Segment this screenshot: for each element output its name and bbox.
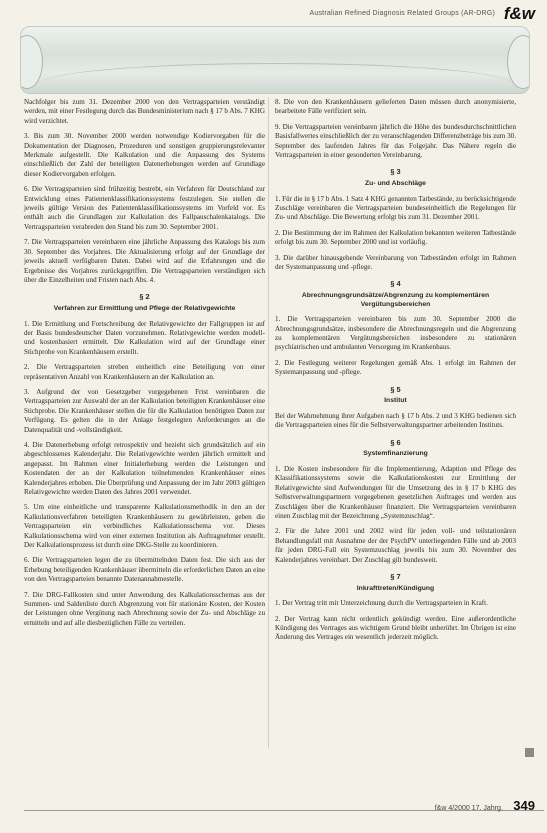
- section-heading-7: [275, 573, 516, 593]
- paragraph: Nachfolger bis zum 31. Dezember 2000 von den Vertragsparteien verständigt werden, mit einer Festlegung durch das Bundesministerium nach § 17 b Abs. 7 KHG wird verzichtet.: [24, 98, 265, 125]
- running-head-title: Australian Refined Diagnosis Related Groups (AR-DRG): [309, 10, 495, 17]
- section-number: § 7: [390, 571, 401, 581]
- column-divider: [268, 98, 269, 748]
- paragraph: 2. Die Bestimmung der im Rahmen der Kalkulation bekannten weiteren Tatbestände erfolgt bis zum 30. September 2000 und ist vorläufig.: [275, 228, 516, 247]
- section-heading-5: [275, 386, 516, 406]
- section-number: § 5: [390, 384, 401, 394]
- paragraph: 2. Für die Jahre 2001 und 2002 wird für jeden voll- und teilstationären Behandlungsfall mit Ausnahme der der PsychPV unterliegenden Fälle und ab 2003 für jeden DRG-Fall ein Systemzuschlag jeweils bis zum 30. November des Kalenderjahres vereinbart. Der Zuschlag gilt bundesweit.: [275, 527, 516, 564]
- paragraph: 2. Die Vertragsparteien streben einheitlich eine Beteiligung von einer repräsentativen Anzahl von Krankenhäusern an der Kalkulation an.: [24, 363, 265, 381]
- issue-info: f&w 4/2000 17. Jahrg.: [434, 805, 503, 812]
- paragraph: 7. Die DRG-Fallkosten sind unter Anwendung des Kalkulationsschemas aus der Summen- und Saldenliste durch Abgrenzung von für stationäre Kosten, der Kosten der Leistungen ohne Vergütung nach Abrechnung sowie der Zu- und Abschläge zu ermitteln und auf alle diesbezüglichen Fälle zu verteilen.: [24, 590, 265, 627]
- paragraph: 2. Der Vertrag kann nicht ordentlich gekündigt werden. Eine außerordentliche Kündigung des Vertrages aus wichtigem Grund bleibt unberührt. Im Übrigen ist eine Änderung des Vertrages ein wesentlich jederzeit möglich.: [275, 614, 516, 642]
- paragraph: 3. Aufgrund der von Gesetzgeber vorgegebenen Frist vereinbaren die Vertragsparteien zur Auswahl der an der Kalkulation beteiligten Krankenhäuser eine Stichprobe. Die Krankenhäuser stellen die für die Kalkulation benötigten Daten zur Verfügung. Es gelten die in der Anlage festgelegten Anforderungen an die Datenqualität und -vollständigkeit.: [24, 387, 265, 434]
- section-title: Systemfinanzierung: [363, 450, 428, 458]
- section-number: § 4: [390, 279, 401, 289]
- journal-logo: f&w: [503, 4, 535, 23]
- paragraph: 3. Bis zum 30. November 2000 werden notwendige Kodiervorgaben für die Dokumentation der Diagnosen, Prozeduren und sonstigen gruppierungsrelevanter Merkmale aufgestellt. Die Kalkulation und die Anpassung des Systems einschließlich der Zahl der beteiligten Datenerhebungen werden auf Grundlage dieser Kodiervorgaben erfolgen.: [24, 132, 265, 178]
- page-number: 349: [513, 798, 535, 813]
- paragraph: 6. Die Vertragsparteien legen die zu übermittelnden Daten fest. Die sich aus der Erhebung beteiligenden Krankenhäuser übermitteln die erforderlichen Daten an eine von den Vertragsparteien benannte Datenannahmestelle.: [24, 556, 265, 584]
- section-heading-4: [275, 280, 516, 309]
- section-title: Abrechnungsgrundsätze/Abgrenzung zu komplementären Vergütungsbereichen: [301, 292, 490, 308]
- page-footer: [435, 797, 535, 815]
- left-column: [24, 98, 265, 634]
- paragraph: 9. Die Vertragsparteien vereinbaren jährlich die Höhe des bundesdurchschnittlichen Basisfallwertes einschließlich der zu veranschlagenden Differenzbeträge bis zum 30. September des laufenden Jahres für das Folgejahr. Das Nähere regeln die Vertragsparteien in einer gesonderten Vereinbarung.: [275, 122, 516, 160]
- paragraph: 1. Die Vertragsparteien vereinbaren bis zum 30. September 2000 die Abrechnungsgrundsätze, insbesondere die Abrechnungsregeln und die Abgrenzung zu komplementären Vergütungsbereichen insbesondere zu stationären psychiatrischen und ambulanten Versorgung im Krankenhaus.: [275, 315, 516, 352]
- section-heading-6: [275, 439, 516, 459]
- paragraph: 6. Die Vertragsparteien sind frühzeitig bestrebt, ein Verfahren für Deutschland zur Entwicklung eines Patientenklassifikationssystems festzulegen. Sie stellen die jeweils gültige Version des Patientenklassifikationssystems im Vorfeld vor. Es enthält auch die Grundlagen zur Kalkulation des Fallpauschalenkatalogs. Die Vertragsparteien verabreden den Stand bis zum 30. September 2001.: [24, 185, 265, 231]
- paragraph: 4. Die Datenerhebung erfolgt retrospektiv und bezieht sich grundsätzlich auf ein abgeschlossenes Kalenderjahr. Die Relativgewichte werden jährlich ermittelt und angepasst. Im Rahmen einer Initialerhebung werden die Leistungen und Kostendaten der an der Kalkulation teilnehmenden Krankenhäuser eines Kalenderjahres erhoben. Die Überprüfung und Anpassung der im Jahr 2003 gültigen Relativgewichte werden Daten des Jahres 2001 verwendet.: [24, 440, 265, 496]
- section-number: § 3: [390, 167, 401, 177]
- banner-curl-right: [507, 35, 530, 89]
- paragraph: 1. Die Ermittlung und Fortschreibung der Relativgewichte der Fallgruppen ist auf der Basis bundesdeutscher Daten vorzunehmen. Relativgewichte werden modell- und kostenbasiert ermittelt. Die Kalkulation wird auf der Grundlage einer Stichprobe von Krankenhäusern erstellt.: [24, 319, 265, 356]
- paragraph: 3. Die darüber hinausgehende Vereinbarung von Tatbeständen erfolgt im Rahmen der Systemanpassung und -pflege.: [275, 253, 516, 272]
- section-number: § 2: [139, 292, 150, 302]
- paragraph: 5. Um eine einheitliche und transparente Kalkulationsmethodik in den an der Kalkulationsverfahren beteiligten Krankenhäusern zu gewährleisten, geben die Vertragsparteien ein verbindliches Kalkulationsschema vor. Dieses Kalkulationsschema wird von einer externen Institution als Auftragnehmer erstellt. Der Kalkulationsprozess ist durch eine DKG-Stelle zu koordinieren.: [24, 503, 265, 550]
- decorative-banner: [20, 26, 530, 94]
- banner-curve: [41, 63, 511, 94]
- section-title: Inkrafttreten/Kündigung: [356, 584, 435, 592]
- section-heading-2: [24, 293, 265, 313]
- right-column: [275, 98, 516, 649]
- paragraph: 1. Der Vertrag tritt mit Unterzeichnung durch die Vertragsparteien in Kraft.: [275, 599, 488, 608]
- paragraph: 2. Die Festlegung weiterer Regelungen gemäß Abs. 1 erfolgt im Rahmen der Systemanpassung und -pflege.: [275, 358, 516, 377]
- end-of-article-marker: [525, 748, 534, 757]
- paragraph: 8. Die von den Krankenhäusern gelieferten Daten müssen durch anonymisierte, bearbeitete Fälle verifiziert sein.: [275, 98, 516, 116]
- section-title: Institut: [384, 397, 407, 405]
- paragraph: 1. Für die in § 17 b Abs. 1 Satz 4 KHG genannten Tatbestände, zu berücksichtigende Zuschläge vereinbaren die Vertragsparteien bundeseinheitlich die Regelungen für Zu- und Abschläge. Die Bewertung erfolgt bis zum 31. Dezember 2001.: [275, 194, 516, 222]
- paragraph: 1. Die Kosten insbesondere für die Implementierung, Adaption und Pflege des Klassifikationssystems sowie die Kalkulationskosten zur Ermittlung der Relativgewichte sind Aufwendungen für die Umsetzung des in § 17 b KHG des Selbstverwaltungspartnern vorgegebenen gesetzlichen Auftrages und werden aus Zuschlägen über die Krankenhäuser finanziert. Die Vertragsparteien vereinbaren einen Zuschlag mit der Bezeichnung „Systemzuschlag“.: [275, 464, 516, 520]
- section-title: Verfahren zur Ermittlung und Pflege der Relativgewichte: [53, 304, 236, 312]
- banner-curl-left: [20, 35, 43, 89]
- section-title: Zu- und Abschläge: [365, 180, 426, 188]
- section-heading-3: [275, 168, 516, 188]
- paragraph: 7. Die Vertragsparteien vereinbaren eine jährliche Anpassung des Katalogs bis zum 30. September des Vorjahres. Die Aktualisierung erfolgt auf der Grundlage der jeweils aktuell verfügbaren Daten. Dabei wird auf die Erfahrungen und die Ergebnisse des Vorjahres zurückgegriffen. Die Vertragsparteien verständigen sich über die Einzelheiten und Fristen nach Abs. 4.: [24, 238, 265, 284]
- paragraph: Bei der Wahrnehmung ihrer Aufgaben nach § 17 b Abs. 2 und 3 KHG bedienen sich die Vertragsparteien eines für die Selbstverwaltungspartner arbeitenden Instituts.: [275, 411, 516, 430]
- section-number: § 6: [390, 437, 401, 447]
